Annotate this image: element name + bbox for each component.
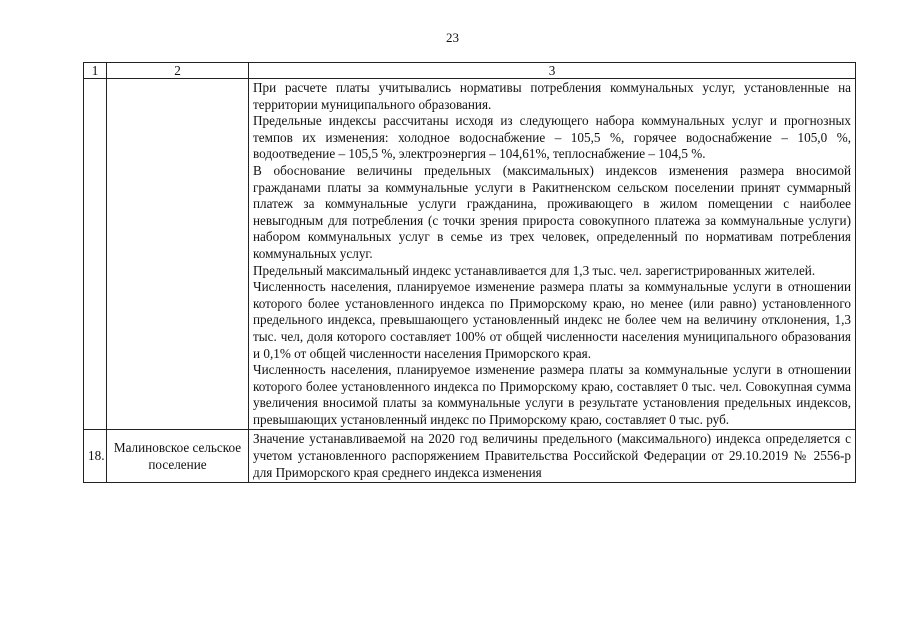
municipality-name: Малиновское сельское поселение — [107, 430, 249, 483]
header-col-1: 1 — [84, 63, 107, 79]
document-table — [83, 62, 856, 483]
paragraph: Значение устанавливаемой на 2020 год величины предельного (максимального) индекса определяется с учетом установленного распоряжением Правительства Российской Федерации от 29.10.2019 № 2556-р для Приморского края среднего индекса изменения — [253, 431, 851, 480]
paragraph: Предельные индексы рассчитаны исходя из следующего набора коммунальных услуг и прогнозных темпов их изменения: холодное водоснабжение – 105,5 %, горячее водоснабжение – 105,0 %, водоотведение – 105,5 %, электроэнергия – 104,61%, теплоснабжение – 104,5 %. — [253, 113, 851, 162]
paragraph: При расчете платы учитывались нормативы потребления коммунальных услуг, установленные на территории муниципального образования. — [253, 80, 851, 112]
row-number: 18. — [84, 430, 107, 483]
paragraph: Численность населения, планируемое изменение размера платы за коммунальные услуги в отношении которого более установленного индекса по Приморскому краю, но менее (или равно) установленного предельного индекса, превышающего установленный индекс не более чем на величину отклонения, 1,3 тыс. чел, доля которого составляет 100% от общей численности населения муниципального образования и 0,1% от общей численности населения Приморского края. — [253, 279, 851, 361]
table-row-18 — [84, 430, 856, 483]
header-col-3: 3 — [249, 63, 856, 79]
paragraph: В обоснование величины предельных (максимальных) индексов изменения размера вносимой гражданами платы за коммунальные услуги в Ракитненском сельском поселении принят суммарный платеж за коммунальные услуги гражданина, проживающего в жилом помещении с наиболее невыгодным для потребления (с точки зрения прироста совокупного платежа за коммунальные услуги) набором коммунальных услуг в семье из трех человек, определенный по нормативам потребления коммунальных услуг. — [253, 162, 851, 261]
row-text-cell — [249, 430, 856, 483]
row-text-cell — [249, 79, 856, 430]
table-row-continued — [84, 79, 856, 430]
table-header-row — [84, 63, 856, 79]
row-number-cell-empty — [84, 79, 107, 430]
paragraph: Численность населения, планируемое изменение размера платы за коммунальные услуги в отношении которого более установленного индекса по Приморскому краю, составляет 0 тыс. чел. Совокупная сумма увеличения вносимой платы за коммунальные услуги в результате установления предельных индексов, превышающих установленный индекс по Приморскому краю, составляет 0 тыс. руб. — [253, 362, 851, 427]
paragraph: Предельный максимальный индекс устанавливается для 1,3 тыс. чел. зарегистрированных жителей. — [253, 262, 816, 278]
row-name-cell-empty — [107, 79, 249, 430]
header-col-2: 2 — [107, 63, 249, 79]
page-number: 23 — [446, 30, 459, 45]
